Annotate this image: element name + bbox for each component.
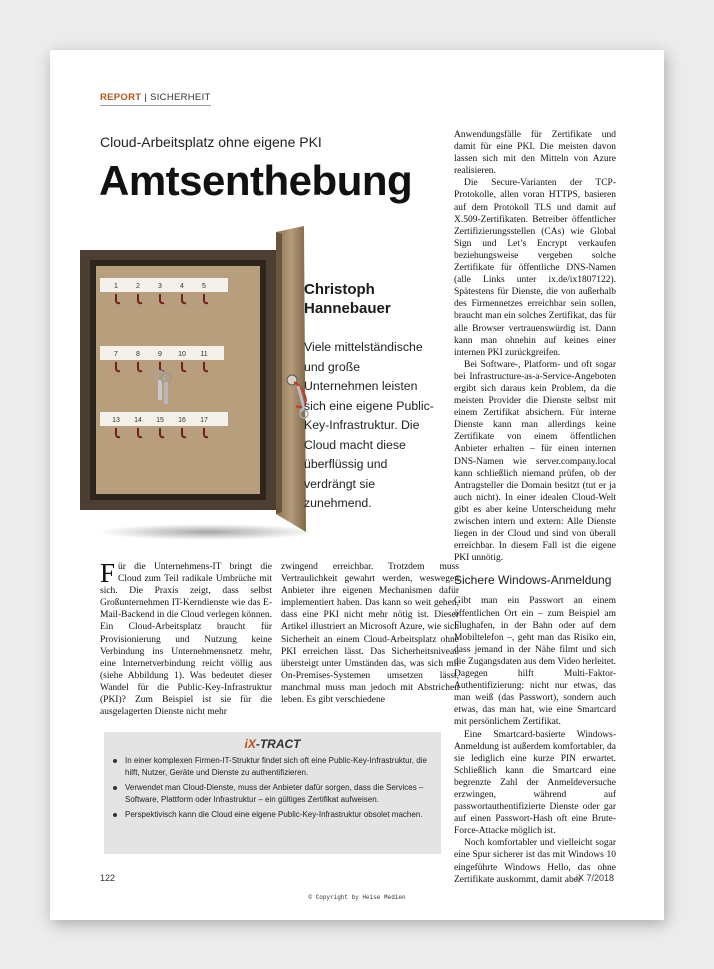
article-title: Amtsenthebung (99, 157, 413, 204)
key-tag-label: 10 (178, 351, 186, 358)
xtract-bullet: In einer komplexen Firmen-IT-Struktur findet sich oft eine Public-Key-Infrastruktur, die hilft, Nutzer, Geräte und Dienste zu authentifizieren. (112, 755, 432, 778)
section-heading: Sichere Windows-Anmeldung (454, 573, 612, 588)
xtract-list (112, 755, 432, 825)
key-tag-label: 3 (158, 283, 162, 290)
section-kicker (100, 92, 211, 106)
page-number: 122 (100, 873, 116, 883)
bullet-dot-icon (113, 759, 117, 763)
body-column-2 (281, 561, 459, 706)
author-name: Christoph Hannebauer (304, 281, 391, 317)
key-tag-label: 8 (136, 351, 140, 358)
body-paragraph: Bei Software-, Platform- und oft sogar bei Infrastructure-as-a-Service-Angeboten ergibt sich daraus kein Problem, da die meisten Provider die Dienste selbst mit einem Zertifikat absichern. Für interne Dienste kann man allerdings keine Zertifikate von einem öffentlichen Anbieter erhalten – für einen internen DNS-Namen wie server.company.local kann schließlich niemand prüfen, ob der Antragsteller die Domain besitzt (tut er ja auch nicht). In einer idealen Cloud-Welt gibt es aber keine Unterscheidung mehr zwischen intern und extern: Alle Dienste liegen in der Cloud und sind von überall erreichbar. In diesem Fall ist die eigene PKI unnötig. (454, 359, 616, 564)
copyright-notice: © Copyright by Heise Medien (308, 894, 406, 901)
xtract-title (104, 737, 441, 751)
issue-label: iX 7/2018 (575, 873, 614, 883)
key-tag-label: 4 (180, 283, 184, 290)
magazine-page (50, 50, 664, 920)
body-column-1 (100, 558, 272, 718)
body-paragraph: Noch komfortabler und vielleicht sogar eine Spur sicherer ist das mit Windows 10 eingeführte Windows Hello, das ohne Zertifikate auskommt, damit aber (454, 838, 616, 885)
key-tag-label: 17 (200, 417, 208, 424)
bullet-dot-icon (113, 786, 117, 790)
key-tag-label: 16 (178, 417, 186, 424)
key-tag-label: 1 (114, 283, 118, 290)
key-tag-label: 5 (202, 283, 206, 290)
body-paragraph: Anwendungsfälle für Zertifikate und damit für eine PKI. Die meisten davon lassen sich mit den Mitteln von Azure realisieren. (454, 130, 616, 177)
article-subtitle: Cloud-Arbeitsplatz ohne eigene PKI (100, 134, 322, 150)
key-tag-label: 13 (112, 417, 120, 424)
xtract-bullet: Perspektivisch kann die Cloud eine eigene Public-Key-Infrastruktur obsolet machen. (112, 809, 432, 821)
body-paragraph: Gibt man ein Passwort an einem öffentlichen Ort ein – zum Beispiel am Flughafen, in der Bahn oder auf dem Mobiltelefon –, geht man das Risiko ein, dass jemand in der Nähe filmt und sich die Zugangsdaten aus dem Video herleitet. Dagegen hilft Multi-Faktor-Authentifizierung: nicht nur etwas, das man weiß (das Passwort), sondern auch etwas, das man hat, wie eine Smartcard mit persönlichem Zertifikat. (454, 596, 616, 728)
key-tag-label: 2 (136, 283, 140, 290)
xtract-brand: iX (244, 737, 256, 751)
body-paragraph: Die Secure-Varianten der TCP-Protokolle, allen voran HTTPS, basieren auf dem Protokoll TLS und damit auf X.509-Zertifikaten. Betreiber öffentlicher Zertifizierungsstellen (CAs) wie Global Sign und Let’s Encrypt verkaufen beziehungsweise vergeben solche Zertifikate für öffentliche DNS-Namen (alle Links unter ix.de/ix1807122). Spätestens für Dienste, die von außerhalb des Firmennetzes erreichbar sein sollen, braucht man ein solches Zertifikat, das für alle Browser vertrauenswürdig ist. Dann kann man ohnehin auf keines einer internen PKI zurückgreifen. (454, 178, 616, 358)
key-tag-label: 11 (200, 351, 208, 358)
topic-label: SICHERHEIT (150, 92, 211, 103)
key-tag-label: 7 (114, 351, 118, 358)
key-tag-label: 9 (158, 351, 162, 358)
body-paragraph: zwingend erreichbar. Trotzdem muss Vertraulichkeit gewahrt werden, weswegen Anbieter ihre eigenen Mechanismen dafür implementiert haben. Das kann so weit gehen, dass eine PKI nicht mehr nötig ist. Dieser Artikel illustriert an Microsoft Azure, wie sich Sicherheit an einem Cloud-Arbeitsplatz ohne PKI erreichen lässt. Das Sicherheitsniveau übersteigt unter Umständen das, was sich mit On-Premises-Systemen umsetzen lässt, manchmal muss man jedoch mit Abstrichen leben. Es gibt verschiedene (281, 562, 459, 706)
key-cabinet-image (78, 226, 310, 542)
key-tag-label: 14 (134, 417, 142, 424)
kicker-separator: | (144, 92, 148, 103)
cabinet-back-panel (96, 266, 260, 494)
body-paragraph: Eine Smartcard-basierte Windows-Anmeldung ist außerdem komfortabler, da sie lediglich eine kurze PIN erwartet. Schließlich kann die Smartcard eine begrenzte Zahl der Anmeldeversuche erzwingen, während auf passwortauthentifizierte Dienste oder gar auf einen Passwort-Hash oft eine Brute-Force-Attacke möglich ist. (454, 729, 616, 837)
body-paragraph: ür die Unternehmens-IT bringt die Cloud zum Teil radikale Umbrüche mit sich. Die Praxis zeigt, dass selbst Großunternehmen IT-Kerndienste wie das E-Mail-Backend in die Cloud verlegen können. Ein Cloud-Arbeitsplatz braucht für Provisionierung und Nutzung keine Verbindung ins Unternehmensnetz mehr, eine Internetverbindung reicht völlig aus (siehe Abbildung 1). Was bedeutet dieser Wandel für die Public-Key-Infrastruktur (PKI)? Zum Beispiel ist sie für die ausgelagerten Dienste nicht mehr (100, 562, 272, 718)
body-column-3 (454, 129, 616, 886)
xtract-bullet: Verwendet man Cloud-Dienste, muss der Anbieter dafür sorgen, dass die Services – Software, Plattform oder Infrastruktur – ein gültiges Zertifikat aufweisen. (112, 782, 432, 805)
drop-cap: F (100, 558, 116, 588)
article-teaser: Viele mittelständische und große Unternehmen leisten sich eine eigene Public-Key-Infrastruktur. Die Cloud macht diese überflüssig und verdrängt sie zunehmend. (304, 340, 434, 510)
bullet-dot-icon (113, 813, 117, 817)
xtract-label: -TRACT (255, 737, 301, 751)
key-tag-label: 15 (156, 417, 164, 424)
xtract-box (104, 732, 441, 854)
section-label: REPORT (100, 92, 142, 103)
